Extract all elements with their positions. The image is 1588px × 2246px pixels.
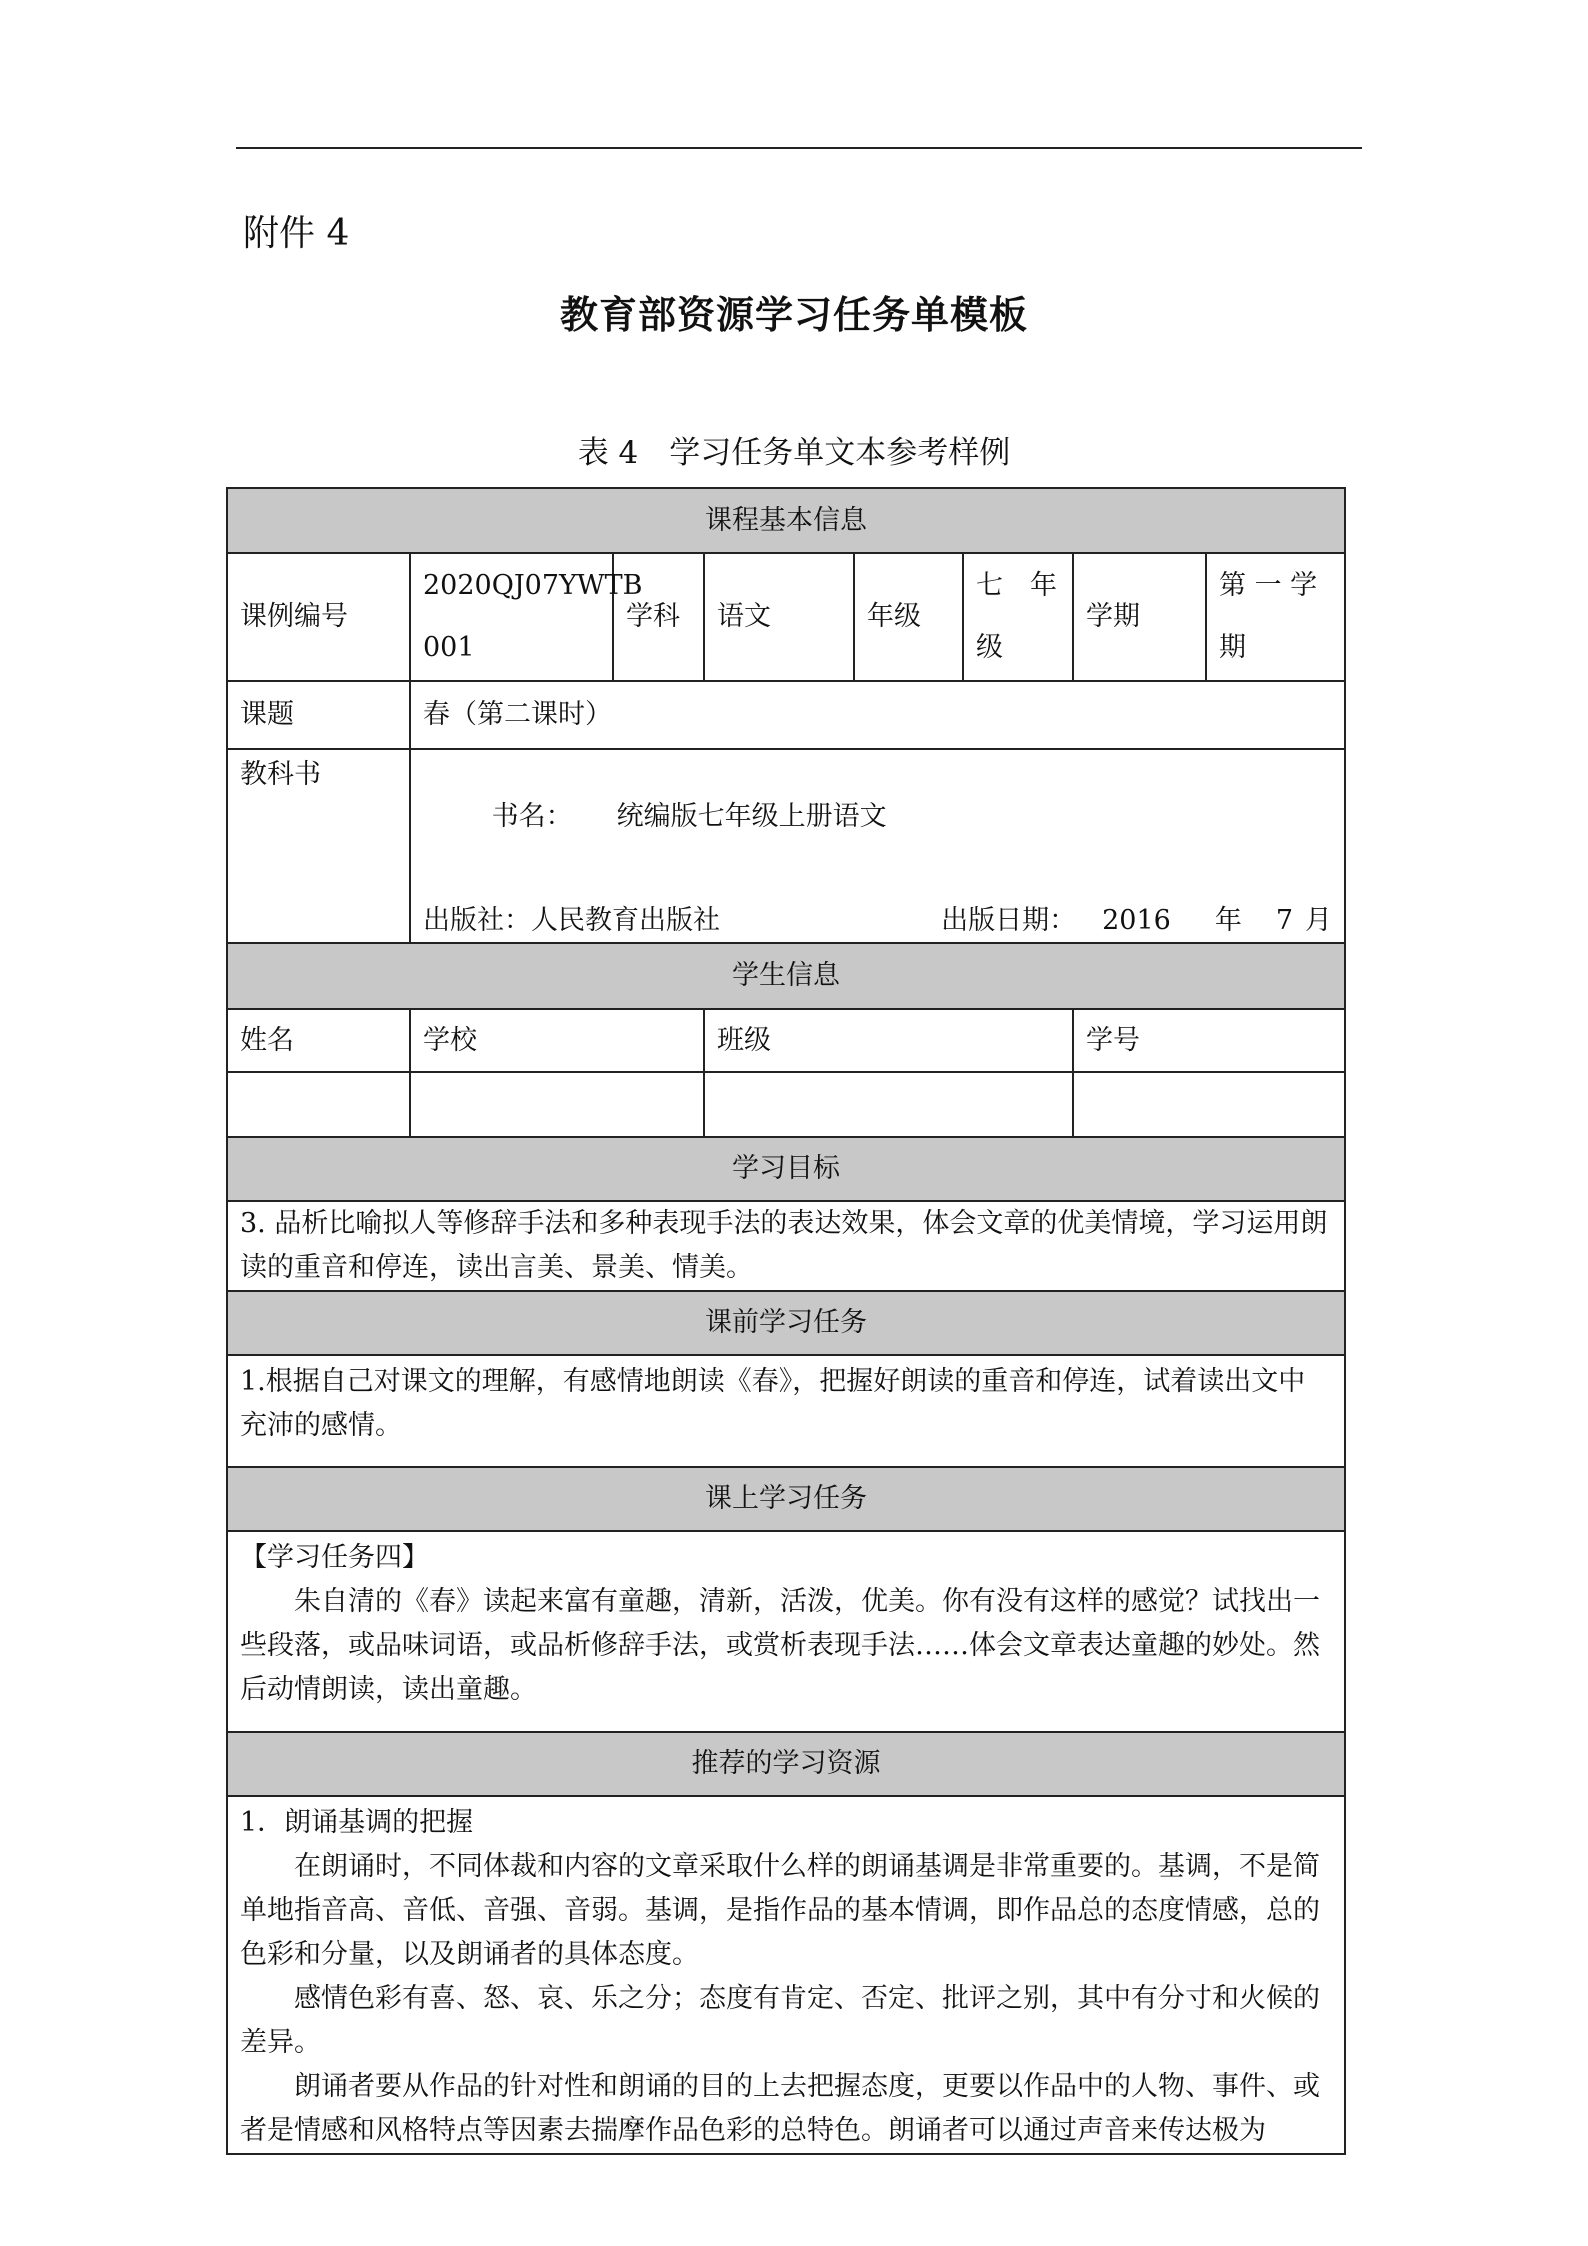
resource-para-1: 在朗诵时，不同体裁和内容的文章采取什么样的朗诵基调是非常重要的。基调，不是简单地指音高、音低、音强、音弱。基调，是指作品的基本情调，即作品总的态度情感，总的色彩和分量，以及朗诵者的具体态度。 — [240, 1851, 1320, 1970]
document-title: 教育部资源学习任务单模板 — [559, 292, 1028, 337]
case-no-line1: 2020QJ07YWTB — [423, 570, 643, 601]
pub-date-month: 7 — [1275, 905, 1293, 936]
textbook-label: 教科书 — [227, 749, 410, 943]
school-field[interactable] — [410, 1072, 704, 1137]
book-name-row — [423, 754, 1332, 880]
in-class-task-text: 朱自清的《春》读起来富有童趣，清新，活泼，优美。你有没有这样的感觉？试找出一些段落，或品味词语，或品析修辞手法，或赏析表现手法……体会文章表达童趣的妙处。然后动情朗读，读出童趣。 — [240, 1586, 1320, 1705]
grade-value-line1: 七 年 — [976, 570, 1057, 601]
pub-date-month-unit: 月 — [1305, 905, 1332, 936]
in-class-task-header: 课上学习任务 — [227, 1467, 1345, 1531]
grade-label: 年级 — [854, 553, 963, 681]
table-caption: 表 4 学习任务单文本参考样例 — [577, 435, 1011, 471]
book-name-label: 书名： — [491, 801, 573, 832]
term-label: 学期 — [1073, 553, 1206, 681]
pub-date — [941, 900, 1332, 942]
pre-class-task-text — [227, 1355, 1345, 1467]
pub-date-year-unit: 年 — [1214, 905, 1242, 936]
attachment-label: 附件 4 — [243, 213, 350, 254]
case-no-label: 课例编号 — [227, 553, 410, 681]
school-label: 学校 — [410, 1009, 704, 1072]
class-field[interactable] — [704, 1072, 1073, 1137]
in-class-task-body — [227, 1531, 1345, 1732]
pre-class-task-content: 1.根据自己对课文的理解，有感情地朗读《春》，把握好朗读的重音和停连，试着读出文中充沛的感情。 — [240, 1366, 1306, 1441]
class-label: 班级 — [704, 1009, 1073, 1072]
in-class-task-title: 【学习任务四】 — [240, 1542, 429, 1573]
student-name-field[interactable] — [227, 1072, 410, 1137]
learning-goal-content: 3. 品析比喻拟人等修辞手法和多种表现手法的表达效果，体会文章的优美情境，学习运用朗读的重音和停连，读出言美、景美、情美。 — [240, 1208, 1328, 1283]
student-no-field[interactable] — [1073, 1072, 1345, 1137]
grade-value — [963, 553, 1073, 681]
resources-body — [227, 1796, 1345, 2154]
topic-label: 课题 — [227, 681, 410, 749]
book-name-value: 统编版七年级上册语文 — [616, 801, 887, 832]
course-info-header: 课程基本信息 — [227, 488, 1345, 553]
case-no-value — [410, 553, 643, 681]
pub-date-label: 出版日期： — [941, 905, 1077, 936]
resource-item-title: 1．朗诵基调的把握 — [240, 1807, 474, 1838]
student-name-label: 姓名 — [227, 1009, 410, 1072]
resource-para-3: 朗诵者要从作品的针对性和朗诵的目的上去把握态度，更要以作品中的人物、事件、或者是情感和风格特点等因素去揣摩作品色彩的总特色。朗诵者可以通过声音来传达极为 — [240, 2071, 1320, 2146]
student-info-header: 学生信息 — [227, 943, 1345, 1009]
publisher-value: 人民教育出版社 — [531, 905, 720, 936]
pre-class-task-header: 课前学习任务 — [227, 1291, 1345, 1355]
student-no-label: 学号 — [1073, 1009, 1345, 1072]
resources-header: 推荐的学习资源 — [227, 1732, 1345, 1796]
subject-value: 语文 — [704, 553, 854, 681]
resources-content — [240, 1801, 1332, 2153]
subject-label: 学科 — [613, 553, 704, 681]
learning-goal-header: 学习目标 — [227, 1137, 1345, 1201]
topic-value: 春（第二课时） — [410, 681, 1345, 749]
textbook-value — [410, 749, 1345, 943]
term-value-line2: 期 — [1219, 632, 1246, 663]
resource-para-2: 感情色彩有喜、怒、哀、乐之分；态度有肯定、否定、批评之别，其中有分寸和火候的差异。 — [240, 1983, 1320, 2058]
case-no-line2: 001 — [423, 632, 475, 663]
publisher-label: 出版社： — [423, 905, 531, 936]
term-value — [1206, 553, 1345, 681]
header-rule — [236, 147, 1362, 149]
grade-value-line2: 级 — [976, 632, 1003, 663]
task-sheet-table — [226, 487, 1346, 2155]
learning-goal-text — [227, 1201, 1345, 1291]
publisher-row — [423, 900, 1332, 942]
term-value-line1: 第 一 学 — [1219, 570, 1318, 601]
pub-date-year: 2016 — [1102, 905, 1171, 936]
